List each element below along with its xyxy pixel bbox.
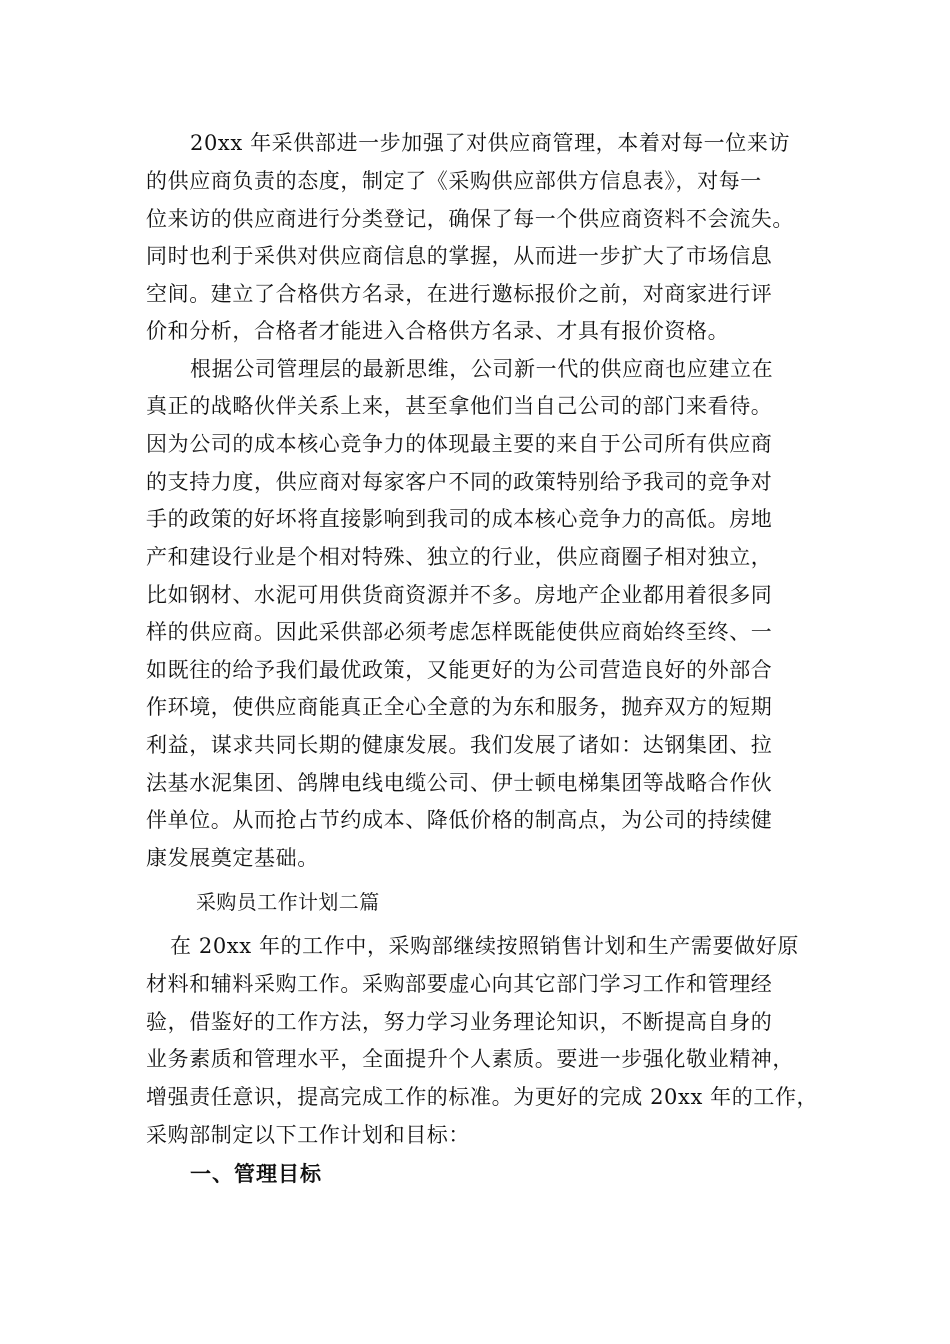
paragraph-3-line-5: 增强责任意识，提高完成工作的标准。为更好的完成 20xx 年的工作， [146,1085,819,1109]
paragraph-3-line-1: 在 20xx 年的工作中，采购部继续按照销售计划和生产需要做好原 [170,934,799,958]
paragraph-2-line-1: 根据公司管理层的最新思维，公司新一代的供应商也应建立在 [190,357,774,381]
paragraph-2-line-7: 比如钢材、水泥可用供货商资源并不多。房地产企业都用着很多同 [146,583,773,607]
paragraph-2-line-13: 伴单位。从而抢占节约成本、降低价格的制高点，为公司的持续健 [146,808,773,832]
paragraph-2-line-10: 作环境，使供应商能真正全心全意的为东和服务，抛弃双方的短期 [146,695,773,719]
paragraph-3-line-4: 业务素质和管理水平，全面提升个人素质。要进一步强化敬业精神， [146,1047,794,1071]
paragraph-1-line-6: 价和分析，合格者才能进入合格供方名录、才具有报价资格。 [146,319,730,343]
paragraph-2-line-5: 手的政策的好坏将直接影响到我司的成本核心竞争力的高低。房地 [146,507,773,531]
section-title: 采购员工作计划二篇 [196,890,380,914]
paragraph-3-line-3: 验，借鉴好的工作方法，努力学习业务理论知识，不断提高自身的 [146,1010,773,1034]
paragraph-2-line-6: 产和建设行业是个相对特殊、独立的行业，供应商圈子相对独立， [146,545,773,569]
paragraph-1-line-4: 同时也利于采供对供应商信息的掌握，从而进一步扩大了市场信息 [146,244,773,268]
paragraph-2-line-11: 利益，谋求共同长期的健康发展。我们发展了诸如：达钢集团、拉 [146,733,773,757]
paragraph-2-line-8: 样的供应商。因此采供部必须考虑怎样既能使供应商始终至终、一 [146,620,773,644]
paragraph-3-line-2: 材料和辅料采购工作。采购部要虚心向其它部门学习工作和管理经 [146,972,773,996]
paragraph-1-line-2: 的供应商负责的态度，制定了《采购供应部供方信息表》，对每一 [146,169,762,193]
paragraph-3-line-6: 采购部制定以下工作计划和目标： [146,1123,470,1147]
paragraph-1-line-1: 20xx 年采供部进一步加强了对供应商管理，本着对每一位来访 [190,131,791,155]
paragraph-2-line-12: 法基水泥集团、鸽牌电线电缆公司、伊士顿电梯集团等战略合作伙 [146,771,773,795]
paragraph-2-line-9: 如既往的给予我们最优政策，又能更好的为公司营造良好的外部合 [146,658,773,682]
paragraph-2-line-4: 的支持力度，供应商对每家客户不同的政策特别给予我司的竞争对 [146,470,773,494]
paragraph-2-line-14: 康发展奠定基础。 [146,846,319,870]
paragraph-2-line-3: 因为公司的成本核心竞争力的体现最主要的来自于公司所有供应商 [146,432,773,456]
paragraph-2-line-2: 真正的战略伙伴关系上来，甚至拿他们当自己公司的部门来看待。 [146,394,773,418]
paragraph-1-line-3: 位来访的供应商进行分类登记，确保了每一个供应商资料不会流失。 [146,207,794,231]
paragraph-1-line-5: 空间。建立了合格供方名录，在进行邀标报价之前，对商家进行评 [146,282,773,306]
heading-management-goals: 一、管理目标 [190,1161,322,1186]
